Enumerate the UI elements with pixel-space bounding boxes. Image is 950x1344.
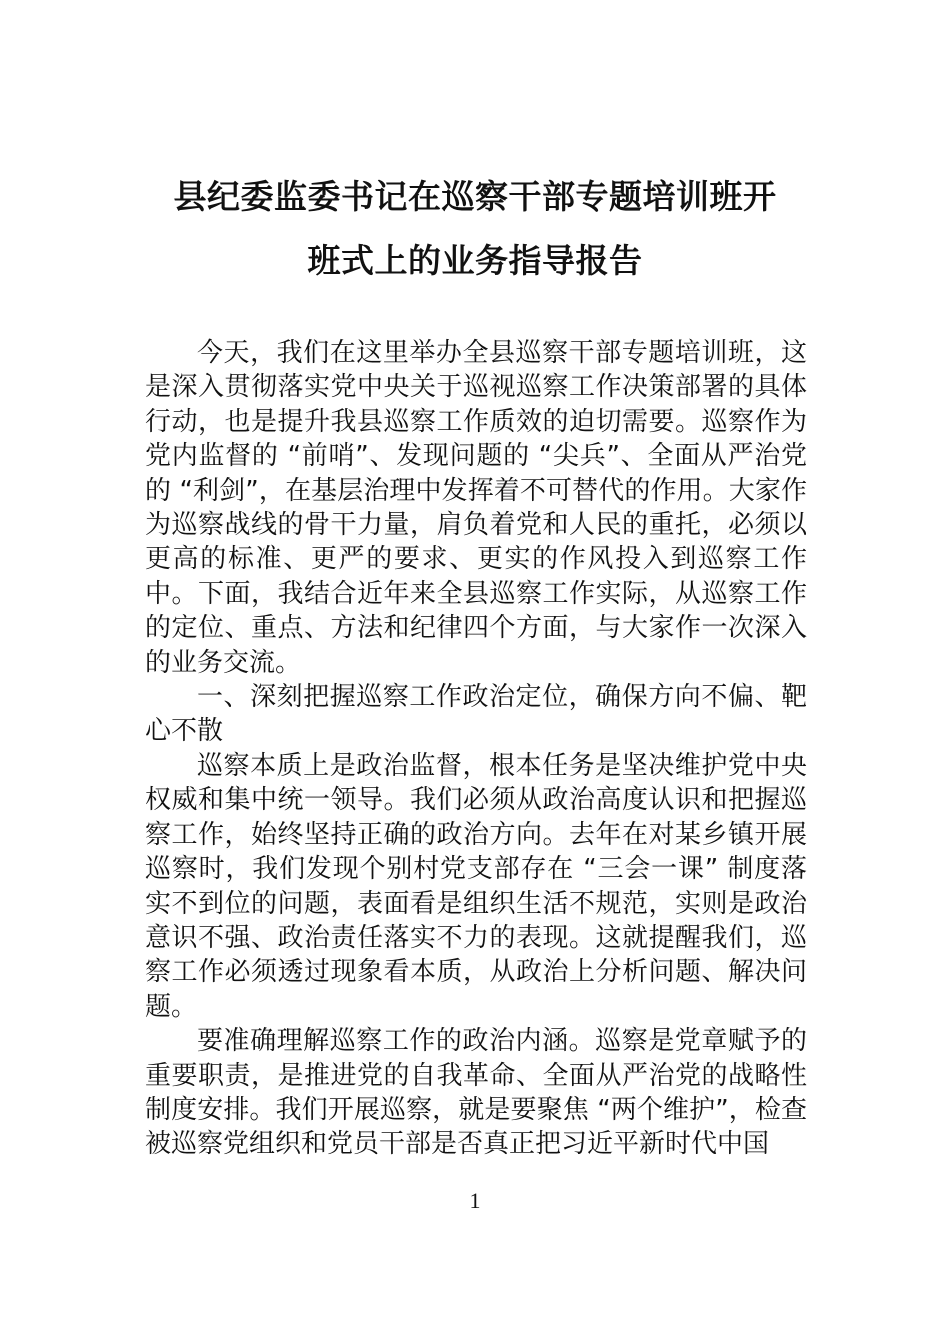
paragraph-intro: 今天，我们在这里举办全县巡察干部专题培训班，这是深入贯彻落实党中央关于巡视巡察工作决策部署的具体行动，也是提升我县巡察工作质效的迫切需要。巡察作为党内监督的 “前哨”、发现问题的 “尖兵”、全面从严治党的 “利剑”，在基层治理中发挥着不可替代的作用。大家作为巡察战线的骨干力量，肩负着党和人民的重托，必须以更高的标准、更严的要求、更实的作风投入到巡察工作中。下面，我结合近年来全县巡察工作实际，从巡察工作的定位、重点、方法和纪律四个方面，与大家作一次深入的业务交流。: [145, 338, 807, 678]
section-heading-1: 一、深刻把握巡察工作政治定位，确保方向不偏、靶心不散: [145, 682, 807, 747]
page-number: 1: [469, 1188, 481, 1213]
paragraph-political-connotation: 要准确理解巡察工作的政治内涵。巡察是党章赋予的重要职责，是推进党的自我革命、全面从严治党的战略性制度安排。我们开展巡察，就是要聚焦 “两个维护”，检查被巡察党组织和党员干部是否真正把习近平新时代中国: [145, 1026, 807, 1160]
title-line-2: 班式上的业务指导报告: [307, 241, 643, 280]
document-body: [145, 336, 807, 1162]
title-line-1: 县纪委监委书记在巡察干部专题培训班开: [173, 177, 777, 216]
paragraph-political-supervision: 巡察本质上是政治监督，根本任务是坚决维护党中央权威和集中统一领导。我们必须从政治高度认识和把握巡察工作，始终坚持正确的政治方向。去年在对某乡镇开展巡察时，我们发现个别村党支部存在 “三会一课” 制度落实不到位的问题，表面看是组织生活不规范，实则是政治意识不强、政治责任落实不力的表现。这就提醒我们，巡察工作必须透过现象看本质，从政治上分析问题、解决问题。: [145, 750, 807, 1022]
document-title: [140, 165, 810, 293]
